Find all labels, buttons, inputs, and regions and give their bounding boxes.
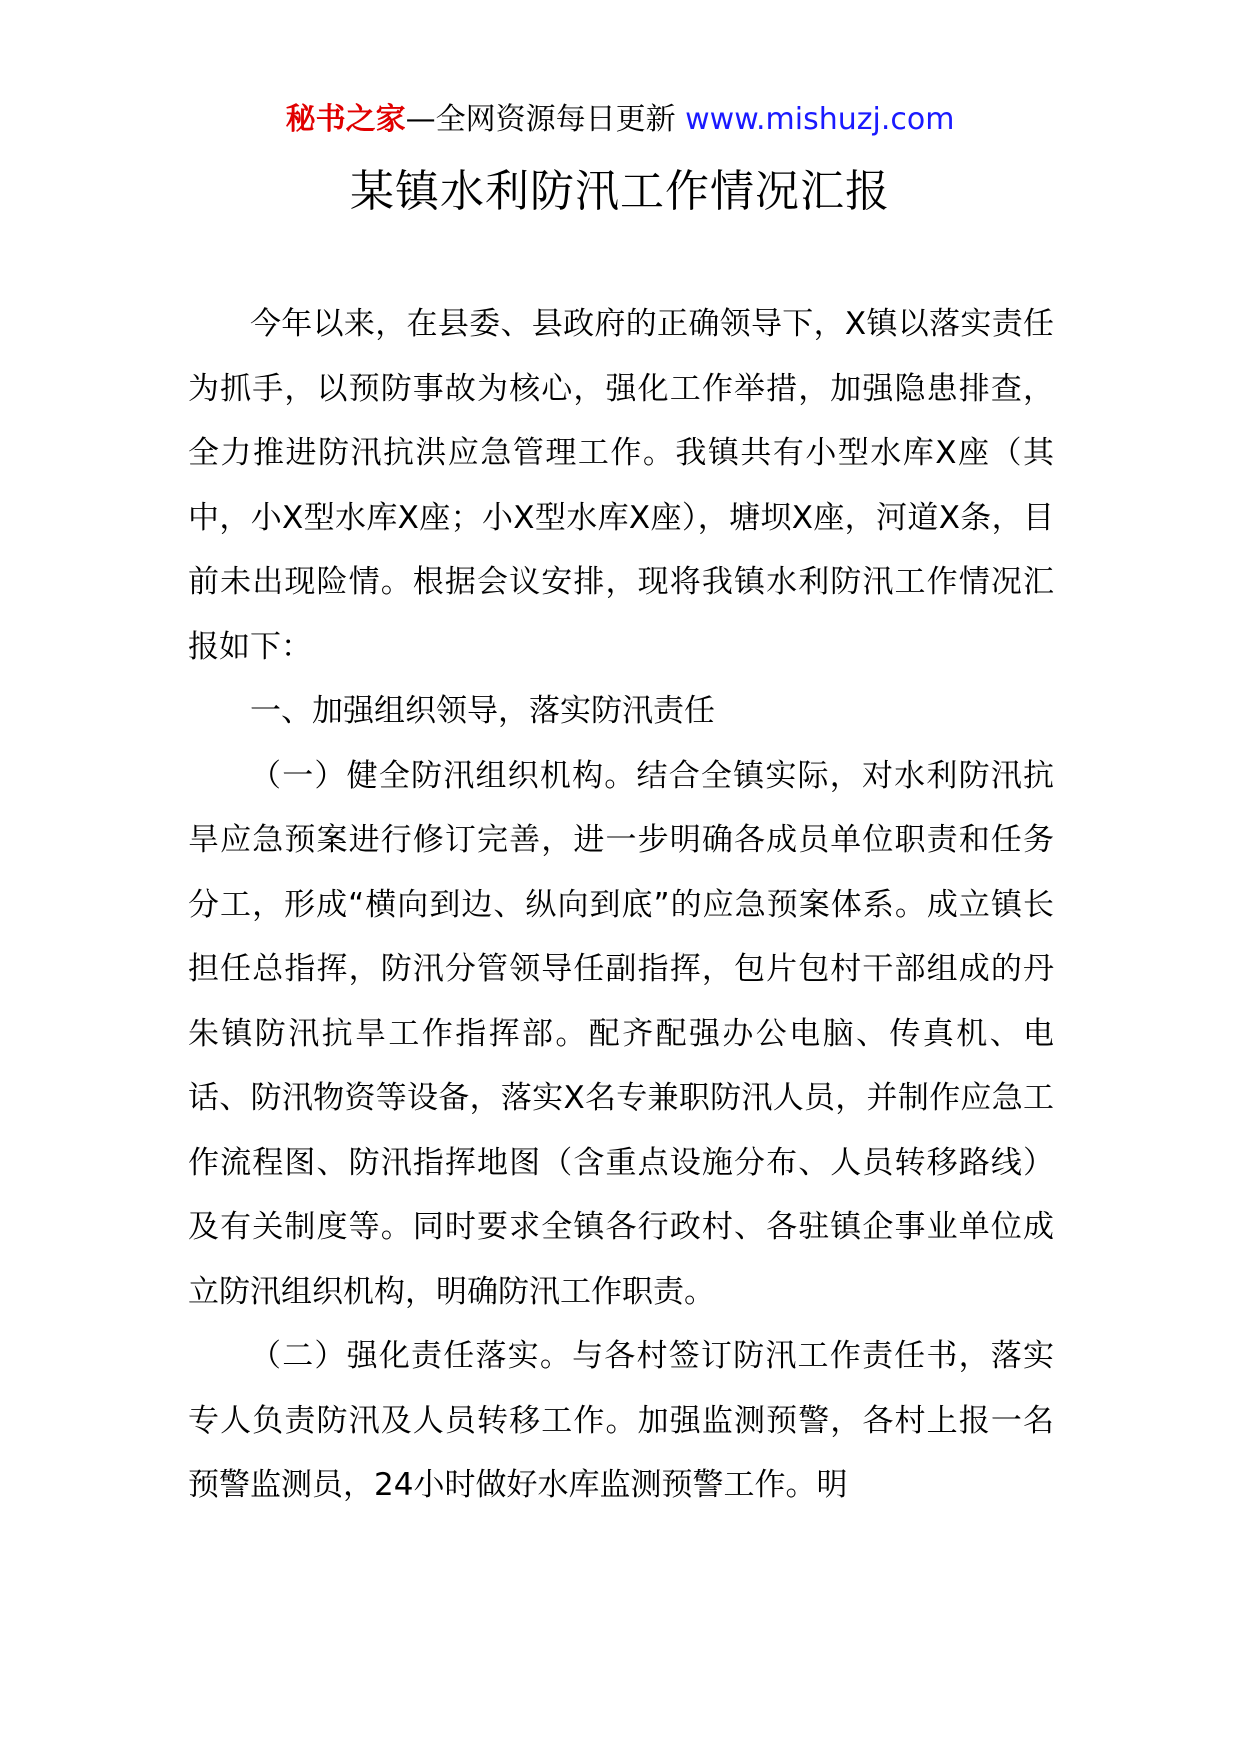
site-url-link[interactable]: www.mishuzj.com <box>685 102 955 137</box>
document-title: 某镇水利防汛工作情况汇报 <box>350 166 890 217</box>
intro-paragraph: 今年以来，在县委、县政府的正确领导下，X镇以落实责任为抓手，以预防事故为核心，强化工作举措，加强隐患排查，全力推进防汛抗洪应急管理工作。我镇共有小型水库X座（其中，小X型水库X座；小X型水库X座），塘坝X座，河道X条，目前未出现险情。根据会议安排，现将我镇水利防汛工作情况汇报如下： <box>188 306 1054 665</box>
subsection-paragraph-1: （一）健全防汛组织机构。结合全镇实际，对水利防汛抗旱应急预案进行修订完善，进一步明确各成员单位职责和任务分工，形成“横向到边、纵向到底”的应急预案体系。成立镇长担任总指挥，防汛分管领导任副指挥，包片包村干部组成的丹朱镇防汛抗旱工作指挥部。配齐配强办公电脑、传真机、电话、防汛物资等设备，落实X名专兼职防汛人员，并制作应急工作流程图、防汛指挥地图（含重点设施分布、人员转移路线）及有关制度等。同时要求全镇各行政村、各驻镇企事业单位成立防汛组织机构，明确防汛工作职责。 <box>188 757 1054 1310</box>
site-banner <box>0 100 1240 140</box>
document-body <box>188 292 1054 1518</box>
brand-name: 秘书之家 <box>285 102 406 137</box>
banner-tagline: —全网资源每日更新 <box>405 102 686 137</box>
section-heading-1: 一、加强组织领导，落实防汛责任 <box>250 693 715 729</box>
subsection-paragraph-2: （二）强化责任落实。与各村签订防汛工作责任书，落实专人负责防汛及人员转移工作。加强监测预警，各村上报一名预警监测员，24小时做好水库监测预警工作。明 <box>188 1338 1054 1503</box>
